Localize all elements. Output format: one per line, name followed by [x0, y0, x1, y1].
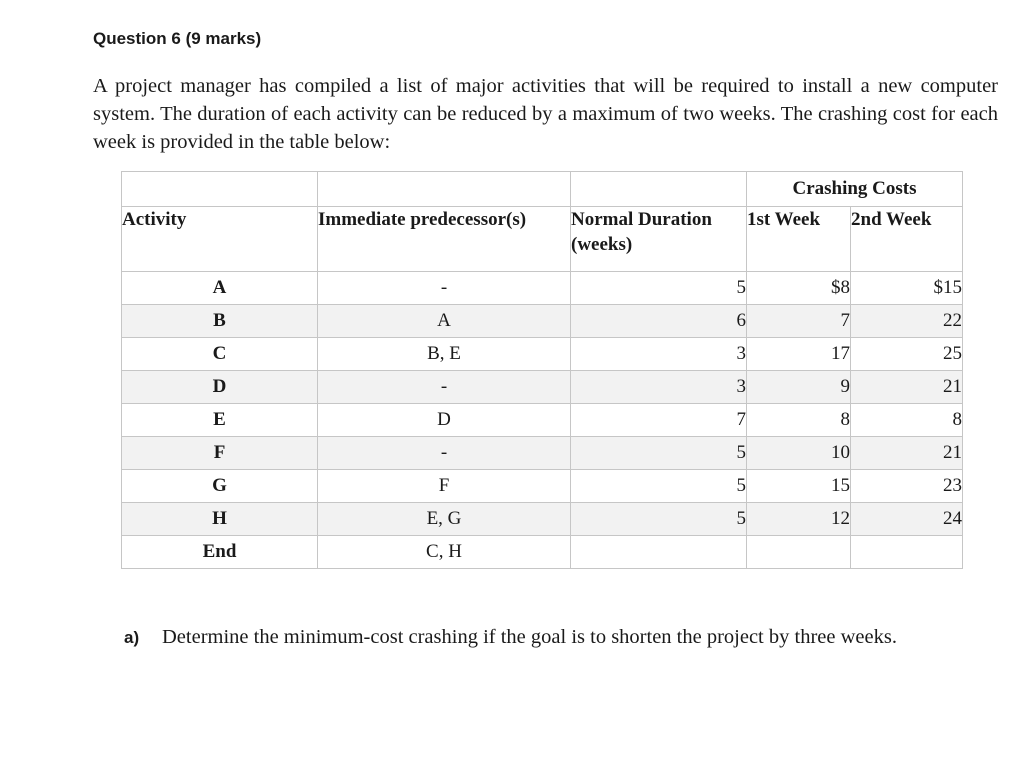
activity-cell: F [122, 437, 318, 470]
week1-cost-cell: 15 [747, 470, 851, 503]
question-a [124, 623, 944, 652]
week2-cost-cell [851, 536, 963, 569]
header-empty-predecessors [318, 172, 571, 207]
predecessor-cell: A [318, 305, 571, 338]
header-activity: Activity [122, 207, 318, 272]
table-row [122, 470, 963, 503]
header-crashing-costs: Crashing Costs [747, 172, 963, 207]
duration-cell: 3 [571, 371, 747, 404]
header-empty-activity [122, 172, 318, 207]
week1-cost-cell: 9 [747, 371, 851, 404]
predecessor-cell: - [318, 437, 571, 470]
question-a-label: a) [124, 628, 140, 647]
activity-cell: G [122, 470, 318, 503]
table-row [122, 371, 963, 404]
predecessor-cell: C, H [318, 536, 571, 569]
header-row [122, 207, 963, 272]
activity-cell: A [122, 272, 318, 305]
week2-cost-cell: 22 [851, 305, 963, 338]
table-row [122, 404, 963, 437]
predecessor-cell: B, E [318, 338, 571, 371]
week1-cost-cell: 8 [747, 404, 851, 437]
week2-cost-cell: $15 [851, 272, 963, 305]
week1-cost-cell: 7 [747, 305, 851, 338]
duration-cell: 6 [571, 305, 747, 338]
table-row [122, 272, 963, 305]
week2-cost-cell: 21 [851, 371, 963, 404]
table-row [122, 437, 963, 470]
duration-cell: 5 [571, 470, 747, 503]
week1-cost-cell: 12 [747, 503, 851, 536]
header-week2: 2nd Week [851, 207, 963, 272]
duration-cell [571, 536, 747, 569]
activity-table [121, 171, 963, 569]
predecessor-cell: - [318, 272, 571, 305]
table-row [122, 305, 963, 338]
duration-cell: 5 [571, 503, 747, 536]
week1-cost-cell: 10 [747, 437, 851, 470]
week2-cost-cell: 23 [851, 470, 963, 503]
week2-cost-cell: 8 [851, 404, 963, 437]
table-row [122, 503, 963, 536]
week1-cost-cell: $8 [747, 272, 851, 305]
week1-cost-cell: 17 [747, 338, 851, 371]
table-row [122, 536, 963, 569]
header-duration: Normal Duration (weeks) [571, 207, 747, 272]
activity-cell: End [122, 536, 318, 569]
activity-cell: B [122, 305, 318, 338]
week1-cost-cell [747, 536, 851, 569]
predecessor-cell: D [318, 404, 571, 437]
table-row [122, 338, 963, 371]
predecessor-cell: E, G [318, 503, 571, 536]
intro-paragraph: A project manager has compiled a list of major activities that will be required to install a new computer system. The duration of each activity can be reduced by a maximum of two weeks. The crashing cost for each week is provided in the table below: [93, 75, 998, 153]
duration-cell: 5 [571, 437, 747, 470]
activity-cell: E [122, 404, 318, 437]
question-a-text: Determine the minimum-cost crashing if the goal is to shorten the project by three weeks. [162, 626, 897, 648]
header-predecessors: Immediate predecessor(s) [318, 207, 571, 272]
header-empty-duration [571, 172, 747, 207]
header-row-top [122, 172, 963, 207]
duration-cell: 3 [571, 338, 747, 371]
week2-cost-cell: 24 [851, 503, 963, 536]
predecessor-cell: F [318, 470, 571, 503]
duration-cell: 5 [571, 272, 747, 305]
week2-cost-cell: 21 [851, 437, 963, 470]
question-heading: Question 6 (9 marks) [93, 29, 262, 48]
predecessor-cell: - [318, 371, 571, 404]
activity-cell: D [122, 371, 318, 404]
activity-cell: C [122, 338, 318, 371]
activity-cell: H [122, 503, 318, 536]
week2-cost-cell: 25 [851, 338, 963, 371]
duration-cell: 7 [571, 404, 747, 437]
header-week1: 1st Week [747, 207, 851, 272]
